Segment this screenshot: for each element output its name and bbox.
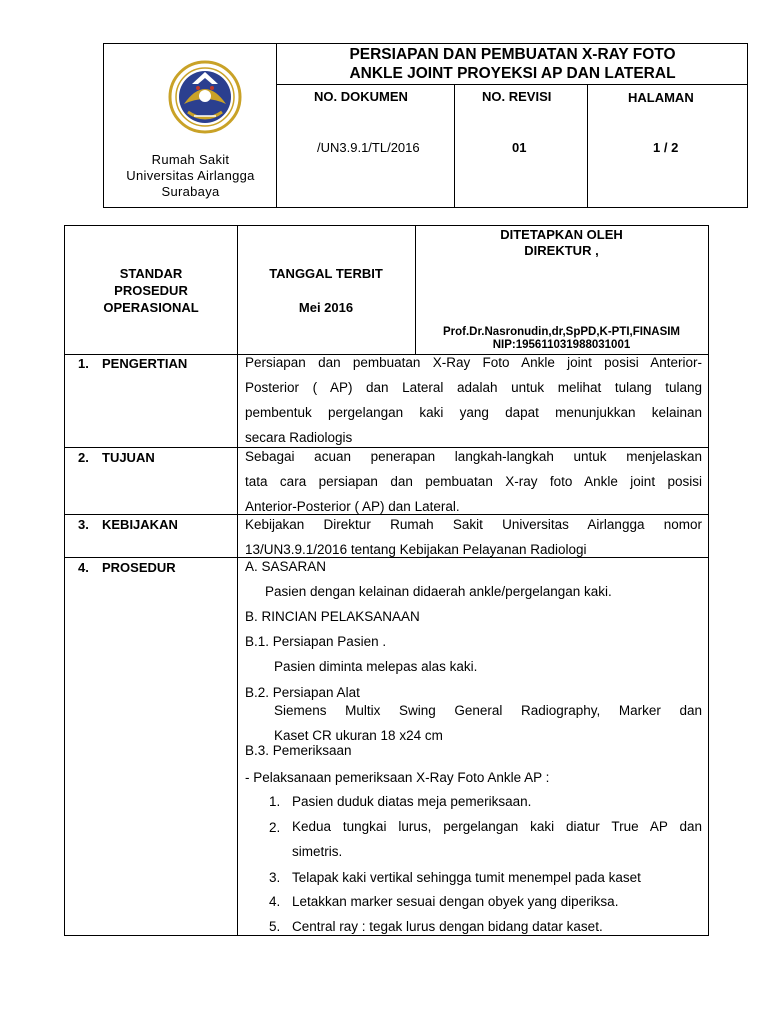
- step-number: 2.: [269, 820, 281, 835]
- step-number: 5.: [269, 919, 281, 934]
- prosedur-ap-title: - Pelaksanaan pemeriksaan X-Ray Foto Ankle AP :: [245, 770, 550, 785]
- prosedur-b-title: B. RINCIAN PELAKSANAAN: [245, 609, 420, 624]
- section-tujuan-text: Sebagai acuan penerapan langkah-langkah untuk menjelaskan tata cara persiapan dan pembuatan X-ray foto Ankle joint posisi Anterior-Posterior ( AP) dan Lateral.: [245, 449, 702, 514]
- step-text: Letakkan marker sesuai dengan obyek yang diperiksa.: [292, 894, 619, 909]
- prosedur-b3-title: B.3. Pemeriksaan: [245, 743, 352, 758]
- section-kebijakan-text: Kebijakan Direktur Rumah Sakit Universitas Airlangga nomor 13/UN3.9.1/2016 tentang Kebijakan Pelayanan Radiologi: [245, 517, 702, 557]
- step-number: 3.: [269, 870, 281, 885]
- university-seal-logo: [168, 54, 242, 144]
- step-number: 1.: [269, 794, 281, 809]
- signatory-name: Prof.Dr.Nasronudin,dr,SpPD,K-PTI,FINASIM: [442, 326, 681, 338]
- prosedur-a-text: Pasien dengan kelainan didaerah ankle/pergelangan kaki.: [265, 584, 612, 599]
- document-title: PERSIAPAN DAN PEMBUATAN X-RAY FOTO ANKLE JOINT PROYEKSI AP DAN LATERAL: [349, 46, 676, 82]
- step-text: Central ray : tegak lurus dengan bidang datar kaset.: [292, 919, 603, 934]
- no-dokumen-label: NO. DOKUMEN: [314, 89, 408, 104]
- no-dokumen-value: /UN3.9.1/TL/2016: [317, 140, 420, 155]
- tanggal-terbit-value: Mei 2016: [298, 300, 354, 315]
- section-prosedur-label: 4. PROSEDUR: [78, 560, 176, 575]
- prosedur-a-title: A. SASARAN: [245, 559, 327, 574]
- no-revisi-label: NO. REVISI: [482, 89, 552, 104]
- section-pengertian-label: 1. PENGERTIAN: [78, 356, 188, 371]
- prosedur-b1-text: Pasien diminta melepas alas kaki.: [274, 659, 478, 674]
- no-revisi-value: 01: [512, 140, 527, 155]
- section-tujuan-label: 2. TUJUAN: [78, 450, 155, 465]
- signatory-nip: NIP:195611031988031001: [492, 339, 631, 351]
- signatory-block: [415, 326, 708, 352]
- section-kebijakan-label: 3. KEBIJAKAN: [78, 517, 178, 532]
- ditetapkan-oleh: DITETAPKAN OLEH DIREKTUR ,: [500, 227, 623, 258]
- prosedur-b1-title: B.1. Persiapan Pasien .: [245, 634, 387, 649]
- section-pengertian-text: Persiapan dan pembuatan X-Ray Foto Ankle joint posisi Anterior- Posterior ( AP) dan Lateral adalah untuk melihat tulang tulang pembentuk pergelangan kaki yang dapat menunjukkan kelainan secara Radiologis: [245, 355, 702, 445]
- step-number: 4.: [269, 894, 281, 909]
- halaman-value: 1 / 2: [653, 140, 679, 155]
- halaman-label: HALAMAN: [628, 90, 694, 105]
- step-text: Pasien duduk diatas meja pemeriksaan.: [292, 794, 532, 809]
- tanggal-terbit-label: TANGGAL TERBIT: [269, 266, 383, 281]
- prosedur-b2-text: Siemens Multix Swing General Radiography, Marker dan Kaset CR ukuran 18 x24 cm: [274, 703, 702, 743]
- document-header-table: [103, 43, 748, 208]
- step-text: Kedua tungkai lurus, pergelangan kaki diatur True AP dan simetris.: [292, 819, 702, 859]
- hospital-name: Rumah Sakit Universitas Airlangga Surabaya: [126, 152, 255, 199]
- prosedur-b2-title: B.2. Persiapan Alat: [245, 685, 360, 700]
- step-text: Telapak kaki vertikal sehingga tumit menempel pada kaset: [292, 870, 641, 885]
- sop-main-table: [64, 225, 709, 936]
- sop-label: STANDAR PROSEDUR OPERASIONAL: [103, 266, 199, 315]
